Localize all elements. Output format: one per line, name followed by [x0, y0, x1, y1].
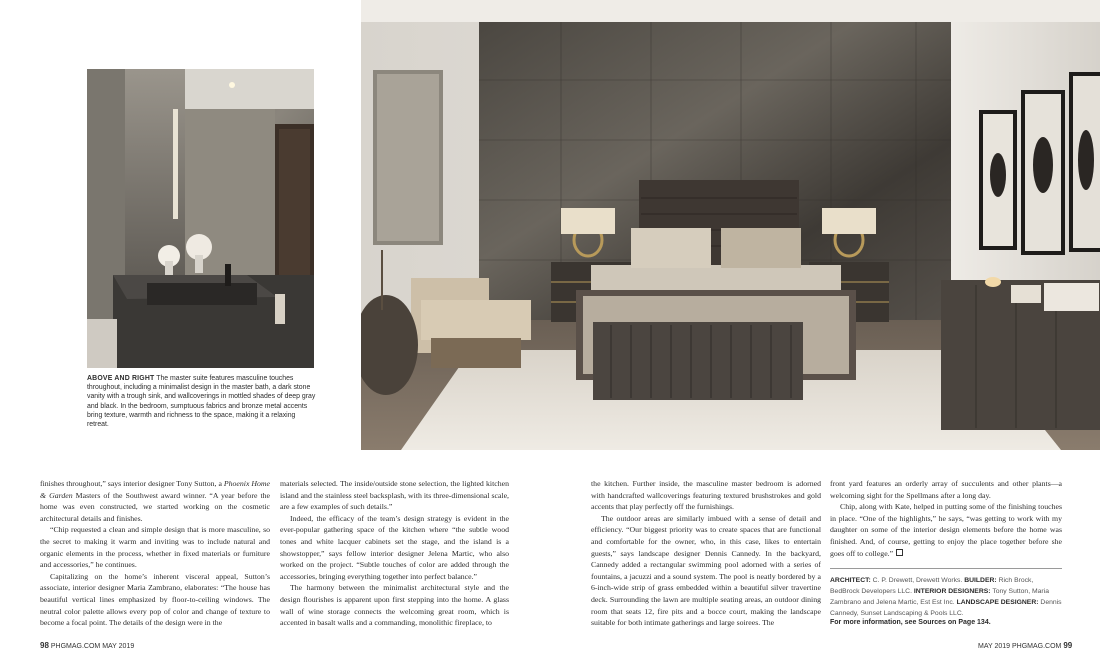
text-run: Masters of the Southwest award winner. “A year before the home was even constructed, we started working on the cosmetic architectural details and finishes. — [40, 490, 270, 523]
body-column-4 — [830, 478, 1062, 559]
paragraph — [830, 501, 1062, 559]
paragraph: “Chip requested a clean and simple design that is more masculine, so the secret to making it warm and inviting was to include natural and organic elements in the process, whether in fixed materials or furniture and accessories,” he continues. — [40, 525, 270, 570]
paragraph: Capitalizing on the home’s inherent visceral appeal, Sutton’s associate, interior designer Maria Zambrano, elaborates: “The house has beautiful vertical lines emphasized by floor-to-ceiling windows. The neutral color palette allows every pop of color and change of texture to become a focal point. The details of the design were in the — [40, 571, 270, 628]
folio-right — [978, 641, 1072, 650]
bathroom-photo — [87, 69, 314, 368]
caption-text: The master suite features masculine touches throughout, including a minimalist design in the master bath, a dark stone vanity with a trough sink, and wallcoverings in mottled shades of deep gray and black. In the bedroom, sumptuous fabrics and bronze metal accents bring texture, warmth and richness to the space, making it a relaxing retreat. — [87, 375, 316, 429]
folio-right-text: MAY 2019 PHGMAG.COM — [978, 643, 1062, 650]
page-number-left: 98 — [40, 641, 49, 650]
paragraph: The outdoor areas are similarly imbued with a sense of detail and efficiency. “Our biggest priority was to create spaces that are functional and comfortable for the owner, who, in this case, likes to entertain guests,” says landscape designer Dennis Cannedy. In the backyard, Cannedy added a rectangular swimming pool adorned with a series of fountains, a jacuzzi and a sound system. The pool is neatly bordered by a 6-inch-wide strip of grass embedded within a beautiful silver travertine deck. Surrounding the lawn are multiple seating areas, an outdoor dining room that seats 12, fire pits and a bocce court, making the landscape suitable for both intimate gatherings and large soirees. The — [591, 513, 821, 628]
paragraph: the kitchen. Further inside, the masculine master bedroom is adorned with handcrafted wallcoverings featuring textured brushstrokes and gold accents that play perfectly off the furnishings. — [591, 479, 821, 512]
builder-label: BUILDER: — [964, 577, 997, 584]
landscape-designer-label: LANDSCAPE DESIGNER: — [956, 599, 1039, 606]
architect-value: C. P. Drewett, Drewett Works. — [872, 577, 963, 584]
builder-value: Rich Brock, BedBrock Developers LLC. — [830, 577, 1034, 595]
paragraph: Indeed, the efficacy of the team’s design strategy is evident in the ever-popular gathering space of the kitchen where “the subtle wood tones and white lacquer cabinets set the stage, and the island is a showstopper,” says fellow interior designer Jelena Martic, who also worked on the project. “Subtle touches of color are added through the accessories, bringing everything together into perfect balance.” — [280, 513, 509, 581]
text-run: finishes throughout,” says interior designer Tony Sutton, a — [40, 479, 224, 488]
text-run: Chip, along with Kate, helped in putting some of the finishing touches in place. “One of the highlights,” he says, “was getting to work with my daughter on some of the interior design elements before the home was finished. And, of course, getting to enjoy the place together before she goes off to college.” — [830, 502, 1062, 558]
interior-designers-value: Tony Sutton, Maria Zambrano and Jelena Martic, Est Est Inc. — [830, 588, 1049, 606]
magazine-title: Phoenix Home & Garden — [40, 479, 270, 500]
paragraph: The harmony between the minimalist architectural style and the design flourishes is apparent upon first stepping into the home. A glass wall of wine storage connects the welcoming great room, which is accented in basalt walls and a commanding, monolithic fireplace, to — [280, 583, 509, 628]
folio-left — [40, 641, 134, 650]
architect-label: ARCHITECT: — [830, 577, 871, 584]
end-mark-icon — [896, 549, 903, 556]
paragraph — [40, 478, 270, 524]
credits-divider — [830, 568, 1062, 569]
body-column-3 — [591, 478, 821, 629]
caption-lead: ABOVE AND RIGHT — [87, 375, 155, 382]
body-column-2 — [280, 478, 509, 629]
folio-left-text: PHGMAG.COM MAY 2019 — [50, 643, 135, 650]
sources-note: For more information, see Sources on Page 134. — [830, 619, 991, 626]
interior-designers-label: INTERIOR DESIGNERS: — [913, 588, 991, 595]
photo-caption — [87, 374, 319, 429]
paragraph: front yard features an orderly array of succulents and other plants—a welcoming sight for the Spellmans after a long day. — [830, 479, 1062, 500]
paragraph: materials selected. The inside/outside stone selection, the lighted kitchen island and the stainless steel backsplash, with its three-dimensional scale, are a few examples of such details.” — [280, 479, 509, 512]
credits-block — [830, 575, 1062, 619]
landscape-designer-value: Dennis Cannedy, Sunset Landscaping & Pools LLC. — [830, 599, 1062, 617]
body-column-1 — [40, 478, 270, 629]
bedroom-photo — [361, 0, 1100, 450]
page-number-right: 99 — [1063, 641, 1073, 650]
